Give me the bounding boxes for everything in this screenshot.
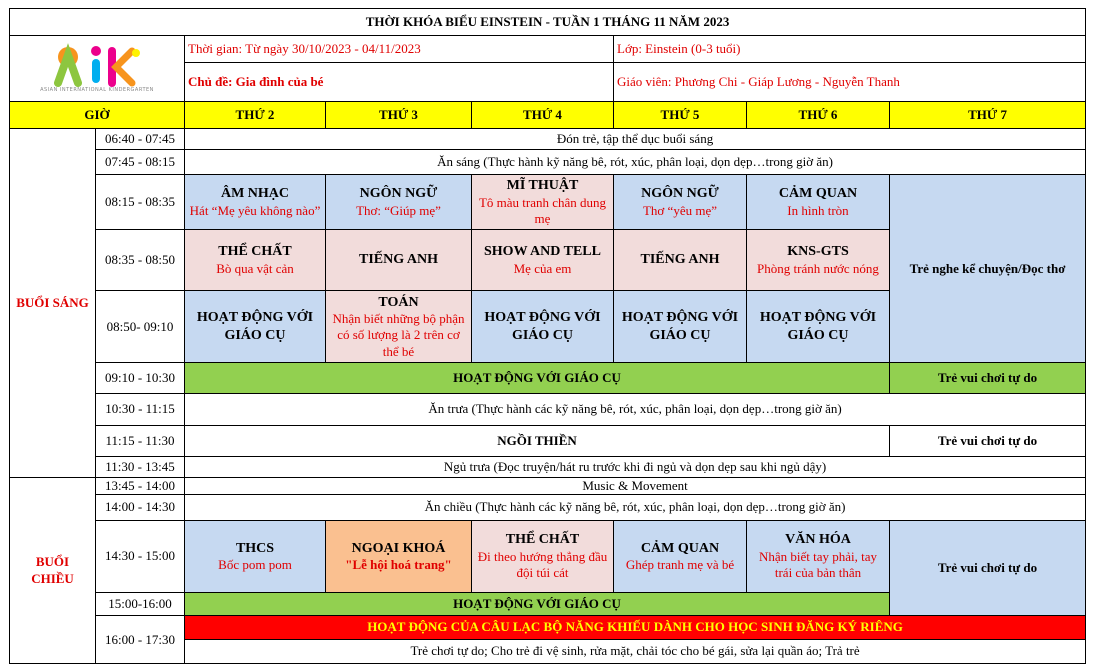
aik-logo-icon bbox=[52, 43, 142, 87]
row-montessori: HOẠT ĐỘNG VỚI GIÁO CỤ bbox=[185, 363, 890, 394]
cell-tue-0815 bbox=[326, 175, 472, 229]
cell-fri-0815 bbox=[747, 175, 890, 229]
subject-note: In hình tròn bbox=[787, 202, 849, 218]
row-club: HOẠT ĐỘNG CỦA CÂU LẠC BỘ NĂNG KHIẾU DÀNH CHO HỌC SINH ĐĂNG KÝ RIÊNG bbox=[185, 616, 1086, 639]
subject-note: Tô màu tranh chân dung mẹ bbox=[478, 194, 607, 226]
session-afternoon: BUỔI CHIỀU bbox=[10, 478, 96, 664]
cell-sat-afternoon: Trẻ vui chơi tự do bbox=[890, 520, 1086, 616]
subject-label: NGÔN NGỮ bbox=[359, 186, 438, 202]
cell-mon-0850 bbox=[185, 291, 326, 363]
header-day-wed: THỨ 4 bbox=[472, 101, 614, 128]
logo bbox=[10, 36, 185, 102]
header-day-sat: THỨ 7 bbox=[890, 101, 1086, 128]
time-slot: 14:30 - 15:00 bbox=[96, 520, 185, 593]
header-day-thu: THỨ 5 bbox=[614, 101, 747, 128]
subject-label: THCS bbox=[235, 540, 275, 556]
time-slot: 08:50- 09:10 bbox=[96, 291, 185, 363]
header-time: GIỜ bbox=[10, 101, 185, 128]
time-slot: 13:45 - 14:00 bbox=[96, 478, 185, 495]
cell-tue-0850 bbox=[326, 291, 472, 363]
cell-thu-0850 bbox=[614, 291, 747, 363]
subject-note: Hát “Mẹ yêu không nào” bbox=[189, 202, 321, 218]
subject-label: TIẾNG ANH bbox=[359, 252, 438, 268]
cell-mon-0815 bbox=[185, 175, 326, 229]
subject-note: Thơ “yêu mẹ” bbox=[642, 202, 717, 218]
time-slot: 06:40 - 07:45 bbox=[96, 129, 185, 150]
subject-note: Thơ: “Giúp mẹ” bbox=[356, 202, 441, 218]
subject-label: THỂ CHẤT bbox=[505, 532, 580, 548]
time-slot: 08:15 - 08:35 bbox=[96, 175, 185, 229]
time-slot: 16:00 - 17:30 bbox=[96, 616, 185, 664]
time-slot: 11:15 - 11:30 bbox=[96, 425, 185, 456]
cell-mon-1430 bbox=[185, 520, 326, 593]
cell-thu-0815 bbox=[614, 175, 747, 229]
subject-label: HOẠT ĐỘNG VỚI GIÁO CỤ bbox=[621, 310, 739, 343]
cell-sat-1115: Trẻ vui chơi tự do bbox=[890, 425, 1086, 456]
row-music: Music & Movement bbox=[185, 478, 1086, 495]
time-slot: 07:45 - 08:15 bbox=[96, 150, 185, 175]
cell-tue-1430 bbox=[326, 520, 472, 593]
row-meditation: NGỒI THIỀN bbox=[185, 425, 890, 456]
cell-wed-0815 bbox=[472, 175, 614, 229]
time-slot: 11:30 - 13:45 bbox=[96, 456, 185, 477]
subject-label: TIẾNG ANH bbox=[640, 252, 720, 268]
subject-note: Phòng tránh nước nóng bbox=[757, 260, 879, 276]
subject-label: NGÔN NGỮ bbox=[641, 186, 719, 202]
cell-sat-morning: Trẻ nghe kể chuyện/Đọc thơ bbox=[890, 175, 1086, 363]
cell-fri-0850 bbox=[747, 291, 890, 363]
timetable bbox=[9, 8, 1086, 664]
row-end: Trẻ chơi tự do; Cho trẻ đi vệ sinh, rửa mặt, chải tóc cho bé gái, sửa lại quần áo; Trả trẻ bbox=[185, 639, 1086, 663]
subject-label: CẢM QUAN bbox=[640, 540, 720, 556]
logo-subtext: ASIAN INTERNATIONAL KINDERGARTEN bbox=[40, 87, 154, 94]
header-day-mon: THỨ 2 bbox=[185, 101, 326, 128]
session-morning: BUỔI SÁNG bbox=[10, 129, 96, 478]
subject-label: HOẠT ĐỘNG VỚI GIÁO CỤ bbox=[484, 310, 601, 343]
subject-note: Nhận biết những bộ phận có số lượng là 2 trên cơ thể bé bbox=[332, 311, 465, 359]
row-montessori-afternoon: HOẠT ĐỘNG VỚI GIÁO CỤ bbox=[185, 593, 890, 616]
page-title: THỜI KHÓA BIỂU EINSTEIN - TUẦN 1 THÁNG 11 NĂM 2023 bbox=[10, 9, 1086, 36]
subject-label: HOẠT ĐỘNG VỚI GIÁO CỤ bbox=[759, 310, 877, 343]
subject-note: Bò qua vật cản bbox=[216, 260, 294, 276]
subject-label: NGOẠI KHOÁ bbox=[351, 540, 446, 556]
subject-note: Nhận biết tay phải, tay trái của bản thân bbox=[758, 548, 878, 581]
cell-thu-1430 bbox=[614, 520, 747, 593]
subject-label: ÂM NHẠC bbox=[220, 186, 290, 202]
subject-note: Ghép tranh mẹ và bé bbox=[625, 557, 735, 573]
row-breakfast: Ăn sáng (Thực hành kỹ năng bê, rót, xúc, phân loại, dọn dẹp…trong giờ ăn) bbox=[185, 150, 1086, 175]
cell-thu-0835 bbox=[614, 229, 747, 291]
subject-label: KNS-GTS bbox=[787, 244, 849, 260]
header-day-fri: THỨ 6 bbox=[747, 101, 890, 128]
subject-label: VĂN HÓA bbox=[785, 532, 851, 548]
info-class: Lớp: Einstein (0-3 tuổi) bbox=[614, 36, 1086, 63]
row-nap: Ngủ trưa (Đọc truyện/hát ru trước khi đi ngủ và dọn dẹp sau khi ngủ dậy) bbox=[185, 456, 1086, 477]
subject-label: HOẠT ĐỘNG VỚI GIÁO CỤ bbox=[196, 310, 314, 343]
cell-sat-0910: Trẻ vui chơi tự do bbox=[890, 363, 1086, 394]
cell-fri-0835 bbox=[747, 229, 890, 291]
row-lunch: Ăn trưa (Thực hành các kỹ năng bê, rót, xúc, phân loại, dọn dẹp…trong giờ ăn) bbox=[185, 394, 1086, 425]
cell-wed-1430 bbox=[472, 520, 614, 593]
cell-wed-0835 bbox=[472, 229, 614, 291]
cell-wed-0850 bbox=[472, 291, 614, 363]
subject-note: Mẹ của em bbox=[513, 260, 572, 276]
cell-fri-1430 bbox=[747, 520, 890, 593]
cell-tue-0835 bbox=[326, 229, 472, 291]
header-day-tue: THỨ 3 bbox=[326, 101, 472, 128]
subject-label: THỂ CHẤT bbox=[218, 244, 292, 260]
info-teachers: Giáo viên: Phương Chi - Giáp Lương - Nguyễn Thanh bbox=[614, 63, 1086, 101]
subject-label: TOÁN bbox=[378, 294, 419, 310]
subject-note: Đi theo hướng thẳng đầu đội túi cát bbox=[477, 548, 608, 581]
time-slot: 08:35 - 08:50 bbox=[96, 229, 185, 291]
subject-note: Bốc pom pom bbox=[218, 557, 292, 573]
time-slot: 15:00-16:00 bbox=[96, 593, 185, 616]
info-theme: Chủ đề: Gia đình của bé bbox=[185, 63, 614, 101]
cell-mon-0835 bbox=[185, 229, 326, 291]
row-arrival: Đón trẻ, tập thể dục buổi sáng bbox=[185, 129, 1086, 150]
row-snack: Ăn chiều (Thực hành các kỹ năng bê, rót, xúc, phân loại, dọn dẹp…trong giờ ăn) bbox=[185, 495, 1086, 520]
subject-label: MĨ THUẬT bbox=[506, 178, 579, 194]
time-slot: 09:10 - 10:30 bbox=[96, 363, 185, 394]
subject-label: SHOW AND TELL bbox=[484, 244, 601, 260]
subject-note: "Lễ hội hoá trang" bbox=[345, 557, 452, 573]
time-slot: 10:30 - 11:15 bbox=[96, 394, 185, 425]
subject-label: CẢM QUAN bbox=[778, 186, 858, 202]
time-slot: 14:00 - 14:30 bbox=[96, 495, 185, 520]
info-time: Thời gian: Từ ngày 30/10/2023 - 04/11/2023 bbox=[185, 36, 614, 63]
